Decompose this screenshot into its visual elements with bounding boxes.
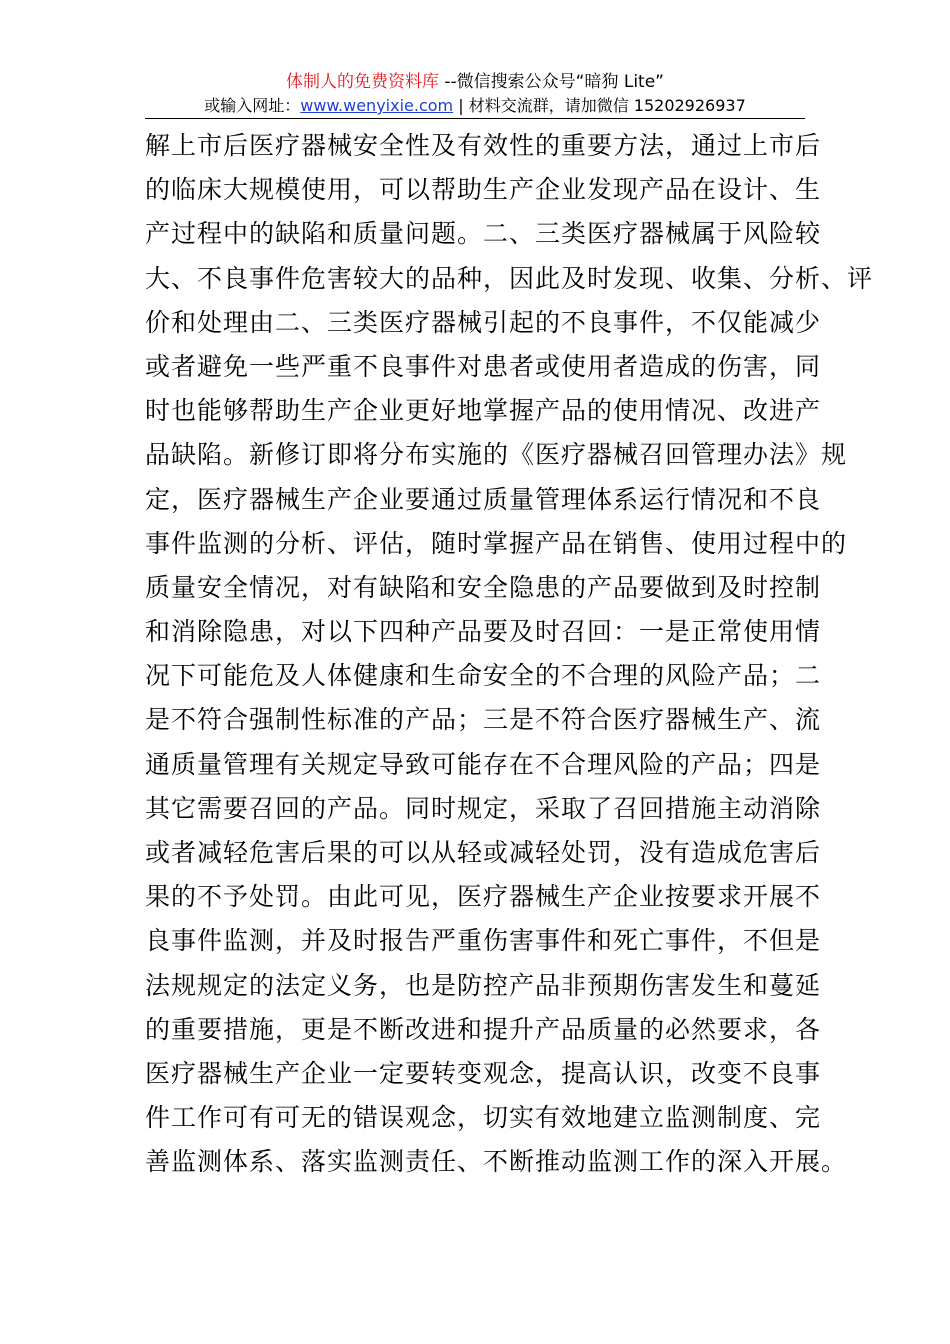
- document-body: [145, 124, 874, 1185]
- body-line: 其它需要召回的产品。同时规定，采取了召回措施主动消除: [145, 793, 822, 823]
- body-line: 时也能够帮助生产企业更好地掌握产品的使用情况、改进产: [145, 396, 822, 426]
- body-line: 大、不良事件危害较大的品种，因此及时发现、收集、分析、评: [145, 263, 874, 293]
- body-line: 产过程中的缺陷和质量问题。二、三类医疗器械属于风险较: [145, 219, 822, 249]
- page-header: [145, 70, 805, 118]
- header-contact-line: [145, 94, 805, 118]
- body-line: 或者减轻危害后果的可以从轻或减轻处罚，没有造成危害后: [145, 838, 822, 867]
- body-line: 良事件监测，并及时报告严重伤害事件和死亡事件，不但是: [145, 926, 822, 956]
- header-search-note: --微信搜索公众号“暗狗 Lite”: [438, 72, 664, 92]
- header-url-link[interactable]: www.wenyixie.com: [300, 96, 454, 115]
- body-line: 善监测体系、落实监测责任、不断推动监测工作的深入开展。: [145, 1147, 848, 1177]
- body-line: 事件监测的分析、评估，随时掌握产品在销售、使用过程中的: [145, 528, 848, 558]
- header-contact: | 材料交流群，请加微信 15202926937: [453, 96, 746, 115]
- body-line: 法规规定的法定义务，也是防控产品非预期伤害发生和蔓延: [145, 970, 822, 1000]
- header-divider: [145, 118, 805, 119]
- body-line: 品缺陷。新修订即将分布实施的《医疗器械召回管理办法》规: [145, 440, 848, 470]
- body-line: 或者避免一些严重不良事件对患者或使用者造成的伤害，同: [145, 351, 822, 381]
- body-line: 的重要措施，更是不断改进和提升产品质量的必然要求，各: [145, 1014, 822, 1044]
- header-promo-line: [145, 70, 805, 94]
- body-line: 通质量管理有关规定导致可能存在不合理风险的产品；四是: [145, 749, 822, 779]
- body-line: 件工作可有可无的错误观念，切实有效地建立监测制度、完: [145, 1103, 822, 1133]
- body-line: 是不符合强制性标准的产品；三是不符合医疗器械生产、流: [145, 705, 822, 735]
- body-line: 价和处理由二、三类医疗器械引起的不良事件，不仅能减少: [145, 307, 822, 337]
- header-brand: 体制人的免费资料库: [285, 72, 439, 92]
- body-line: 果的不予处罚。由此可见，医疗器械生产企业按要求开展不: [145, 882, 822, 912]
- body-line: 解上市后医疗器械安全性及有效性的重要方法，通过上市后: [145, 131, 822, 160]
- body-line: 定，医疗器械生产企业要通过质量管理体系运行情况和不良: [145, 484, 822, 514]
- body-line: 和消除隐患，对以下四种产品要及时召回：一是正常使用情: [145, 617, 822, 647]
- body-line: 的临床大规模使用，可以帮助生产企业发现产品在设计、生: [145, 175, 822, 205]
- body-line: 况下可能危及人体健康和生命安全的不合理的风险产品；二: [145, 661, 822, 691]
- header-url-prefix: 或输入网址：: [204, 96, 301, 115]
- body-line: 质量安全情况，对有缺陷和安全隐患的产品要做到及时控制: [145, 572, 822, 602]
- body-line: 医疗器械生产企业一定要转变观念，提高认识，改变不良事: [145, 1058, 822, 1088]
